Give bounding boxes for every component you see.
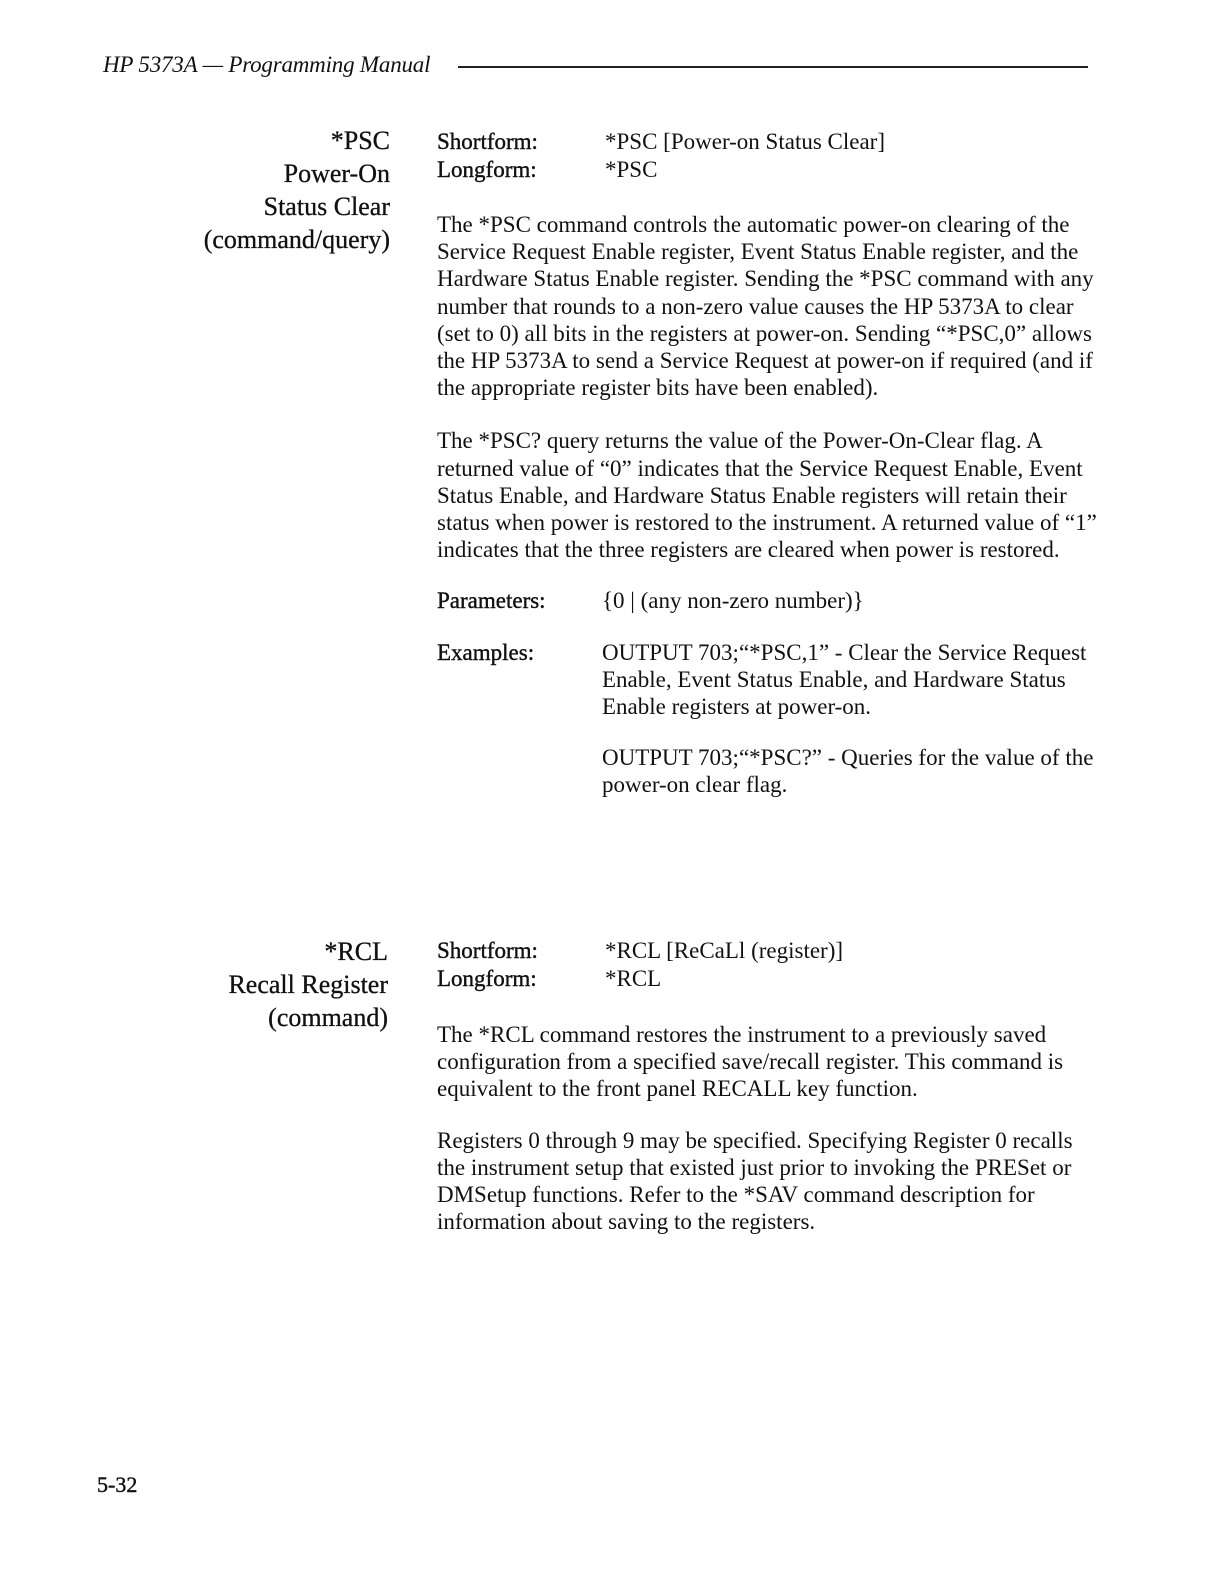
rcl-body <box>437 935 1102 1235</box>
example-item: OUTPUT 703;“*PSC,1” - Clear the Service Request Enable, Event Status Enable, and Hardware Status Enable registers at power-on. <box>602 639 1087 720</box>
longform-row <box>437 156 1102 184</box>
psc-body <box>437 124 1102 799</box>
page-number: 5-32 <box>97 1472 138 1497</box>
rcl-side-heading <box>228 935 388 1034</box>
shortform-row <box>437 128 1102 156</box>
parameters-row <box>437 587 1102 614</box>
examples-list <box>602 639 1102 799</box>
examples-row <box>437 639 1102 799</box>
description-paragraph: The *RCL command restores the instrument to a previously saved configuration from a specified save/recall register. This command is equivalent to the front panel RECALL key function. <box>437 1022 1064 1102</box>
command-name: *PSC <box>330 126 390 155</box>
shortform-row <box>437 937 1102 965</box>
page-header <box>103 50 1088 80</box>
shortform-value: *PSC [Power-on Status Clear] <box>605 129 885 154</box>
parameters-label: Parameters: <box>437 588 546 614</box>
shortform-label: Shortform: <box>437 129 538 154</box>
examples-label: Examples: <box>437 639 535 665</box>
manual-title: HP 5373A — Programming Manual <box>103 52 431 77</box>
longform-value: *RCL <box>605 966 662 991</box>
header-rule <box>458 66 1088 68</box>
command-type: (command) <box>268 1003 388 1032</box>
psc-side-heading <box>204 124 390 256</box>
shortform-value: *RCL [ReCaLl (register)] <box>605 938 844 963</box>
longform-label: Longform: <box>437 966 537 991</box>
example-item: OUTPUT 703;“*PSC?” - Queries for the value of the power-on clear flag. <box>602 745 1094 798</box>
registers-paragraph: Registers 0 through 9 may be specified. Specifying Register 0 recalls the instrument setup that existed just prior to invoking the PRESet or DMSetup functions. Refer to the *SAV command description for information about saving to the registers. <box>437 1127 1073 1235</box>
longform-value: *PSC <box>605 157 658 182</box>
parameters-value: {0 | (any non-zero number)} <box>602 588 864 614</box>
longform-row <box>437 965 1102 993</box>
command-title-line-1: Power-On <box>283 159 390 188</box>
command-name: *RCL <box>324 937 388 966</box>
description-paragraph: The *PSC command controls the automatic power-on clearing of the Service Request Enable register, Event Status Enable register, and the Hardware Status Enable register. Sending the *PSC command with any number that rounds to a non-zero value causes the HP 5373A to clear (set to 0) all bits in the registers at power-on. Sending “*PSC,0” allows the HP 5373A to send a Service Request at power-on if required (and if the appropriate register bits have been enabled). <box>437 212 1094 401</box>
command-title: Recall Register <box>228 970 388 999</box>
longform-label: Longform: <box>437 157 537 182</box>
command-type: (command/query) <box>203 225 390 254</box>
shortform-label: Shortform: <box>437 938 538 963</box>
query-paragraph: The *PSC? query returns the value of the Power-On-Clear flag. A returned value of “0” indicates that the Service Request Enable, Event Status Enable, and Hardware Status Enable registers will retain their status when power is restored to the instrument. A returned value of “1” indicates that the three registers are cleared when power is restored. <box>437 428 1097 563</box>
command-title-line-2: Status Clear <box>263 192 390 221</box>
